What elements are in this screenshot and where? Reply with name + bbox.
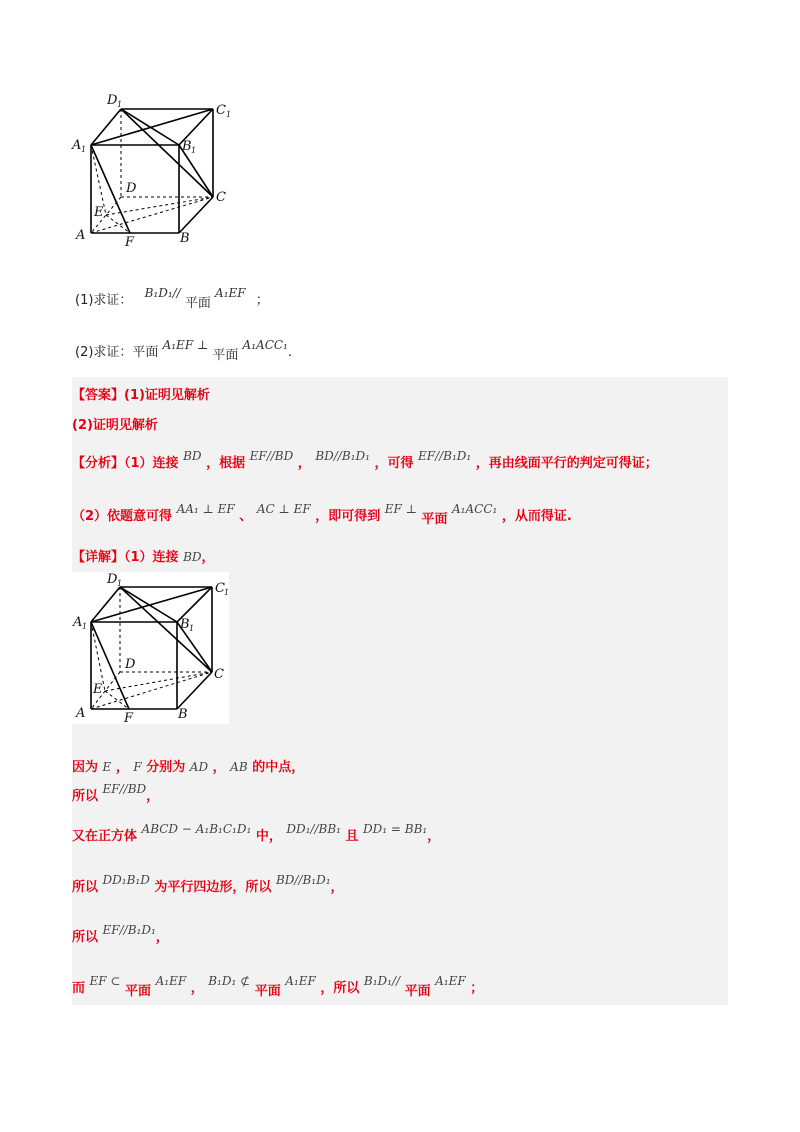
- question-2-math-a1ef: A₁EF ⊥: [162, 338, 209, 352]
- detail-math-efsub: EF ⊂: [89, 974, 121, 988]
- label-b1: B: [182, 139, 192, 154]
- question-1-prefix: (1)求证：: [75, 293, 133, 308]
- analysis-text-6: ，即可得到: [315, 509, 381, 524]
- answer-line-1: 【答案】(1)证明见解析: [72, 388, 210, 403]
- detail-line-1: [72, 756, 304, 775]
- detail-l1-b: ，: [115, 760, 129, 775]
- analysis-text-4: ，再由线面平行的判定可得证；: [475, 456, 658, 471]
- label-d1: D: [107, 93, 118, 108]
- answer-label-b1: B: [180, 617, 190, 632]
- analysis-math-efb1d1: EF//B₁D₁: [417, 449, 472, 463]
- analysis-math-a1acc1: A₁ACC₁: [452, 502, 498, 516]
- detail-l1-c: 分别为: [146, 760, 186, 775]
- label-e: E: [94, 205, 104, 220]
- detail-math-ab: AB: [230, 760, 248, 774]
- label-b: B: [180, 231, 190, 246]
- question-2-plane-1: 平面: [132, 345, 159, 360]
- label-c: C: [216, 190, 226, 205]
- answer-line-2: (2)证明见解析: [72, 418, 158, 433]
- detail-math-dd1bb1: DD₁//BB₁: [286, 822, 341, 836]
- detail-l4-a: 所以: [72, 880, 99, 895]
- analysis-math-efbd: EF//BD: [249, 449, 294, 463]
- analysis-math-bdb1d1: BD//B₁D₁: [315, 449, 370, 463]
- label-b1-sub: 1: [191, 146, 197, 155]
- label-d1-sub: 1: [117, 100, 123, 109]
- analysis-text-2: ，: [297, 456, 311, 471]
- analysis-part2-head: （2）依题意可得: [72, 509, 173, 524]
- cube-figure-answer: [72, 572, 229, 724]
- detail-l4-c: ，: [330, 880, 344, 895]
- answer-label-c1-sub: 1: [224, 588, 229, 597]
- analysis-math-ac: AC ⊥ EF: [256, 502, 311, 516]
- detail-head-comma: ，: [201, 550, 215, 565]
- question-1-end: ；: [255, 293, 269, 308]
- label-a: A: [76, 228, 86, 243]
- analysis-line-1: [72, 449, 658, 471]
- detail-math-e: E: [102, 760, 112, 774]
- label-c1-sub: 1: [226, 110, 232, 119]
- question-1: [75, 286, 269, 311]
- detail-l1-a: 因为: [72, 760, 99, 775]
- detail-l2-b: ，: [146, 789, 160, 804]
- analysis-plane: 平面: [421, 512, 448, 527]
- label-a1-sub: 1: [81, 145, 87, 154]
- detail-l3-c: 且: [345, 829, 359, 844]
- analysis-math-aa1: AA₁ ⊥ EF: [176, 502, 235, 516]
- question-2-plane-2: 平面: [212, 348, 239, 363]
- detail-math-a1ef-1: A₁EF: [155, 974, 187, 988]
- detail-plane-2: 平面: [254, 984, 281, 999]
- detail-head-line: [72, 546, 215, 565]
- detail-math-efb1d1: EF//B₁D₁: [102, 923, 156, 937]
- answer-label-b1-sub: 1: [189, 624, 195, 633]
- analysis-math-ef: EF ⊥: [384, 502, 417, 516]
- answer-label-f: F: [124, 711, 134, 724]
- question-2-prefix: (2)求证：: [75, 345, 133, 360]
- detail-l6-a: 而: [72, 981, 86, 996]
- cube-figure-top: [70, 92, 240, 252]
- detail-line-5: [72, 923, 169, 945]
- detail-math-a1ef-2: A₁EF: [285, 974, 316, 988]
- detail-line-3: [72, 822, 441, 844]
- detail-math-dd1eq: DD₁ = BB₁: [363, 822, 428, 836]
- analysis-text-7: ，从而得证.: [501, 509, 572, 524]
- detail-l4-b: 为平行四边形，所以: [154, 880, 272, 895]
- detail-plane-3: 平面: [404, 984, 431, 999]
- detail-math-a1ef-3: A₁EF: [435, 974, 466, 988]
- answer-label-d: D: [125, 657, 136, 672]
- detail-line-4: [72, 873, 344, 895]
- question-2-end: .: [287, 345, 293, 360]
- answer-label-a1: A: [73, 615, 83, 630]
- detail-math-cube: ABCD − A₁B₁C₁D₁: [141, 822, 252, 836]
- answer-label-b: B: [178, 707, 188, 722]
- detail-l5-b: ，: [155, 930, 169, 945]
- analysis-line-2: [72, 502, 572, 527]
- detail-math-b1d1nsub: B₁D₁ ⊄: [208, 974, 251, 988]
- label-f: F: [125, 235, 135, 250]
- analysis-text-5: 、: [239, 509, 253, 524]
- detail-l6-b: ，: [190, 981, 204, 996]
- question-2-math-a1acc1: A₁ACC₁: [242, 338, 288, 352]
- label-c1: C: [216, 103, 226, 118]
- detail-l3-d: ，: [427, 829, 441, 844]
- detail-math-bdb1d1: BD//B₁D₁: [275, 873, 331, 887]
- detail-l6-d: ；: [470, 981, 484, 996]
- question-1-math-b1d1: B₁D₁//: [144, 286, 181, 300]
- answer-label-d1: D: [107, 572, 118, 587]
- label-a1: A: [72, 138, 82, 153]
- detail-head: 【详解】（1）连接: [72, 550, 179, 565]
- detail-math-f: F: [133, 760, 142, 774]
- label-d: D: [126, 181, 137, 196]
- analysis-math-bd: BD: [183, 449, 202, 463]
- detail-math-dd1b1d: DD₁B₁D: [102, 873, 150, 887]
- answer-label-d1-sub: 1: [117, 579, 123, 588]
- answer-label-c1: C: [215, 581, 225, 596]
- answer-label-e: E: [93, 682, 103, 697]
- detail-l2-a: 所以: [72, 789, 99, 804]
- answer-label-a1-sub: 1: [82, 622, 88, 631]
- detail-plane-1: 平面: [125, 984, 152, 999]
- detail-math-efbd: EF//BD: [102, 782, 147, 796]
- detail-l3-a: 又在正方体: [72, 829, 138, 844]
- analysis-text-3: ，可得: [374, 456, 414, 471]
- question-1-plane: 平面: [184, 296, 211, 311]
- analysis-text-1: ，根据: [206, 456, 246, 471]
- detail-l5-a: 所以: [72, 930, 99, 945]
- question-2: [75, 338, 293, 363]
- detail-l1-e: 的中点，: [252, 760, 305, 775]
- analysis-head: 【分析】（1）连接: [72, 456, 179, 471]
- detail-math-bd: BD: [183, 550, 202, 564]
- detail-l6-c: ，所以: [320, 981, 360, 996]
- question-1-math-a1ef: A₁EF: [215, 286, 246, 300]
- answer-label-a: A: [76, 706, 86, 721]
- detail-line-2: [72, 782, 160, 804]
- answer-label-c: C: [214, 667, 224, 682]
- detail-math-ad: AD: [189, 760, 209, 774]
- detail-l1-d: ，: [212, 760, 226, 775]
- detail-math-b1d1par: B₁D₁//: [363, 974, 401, 988]
- detail-line-6: [72, 974, 484, 999]
- detail-l3-b: 中，: [255, 829, 282, 844]
